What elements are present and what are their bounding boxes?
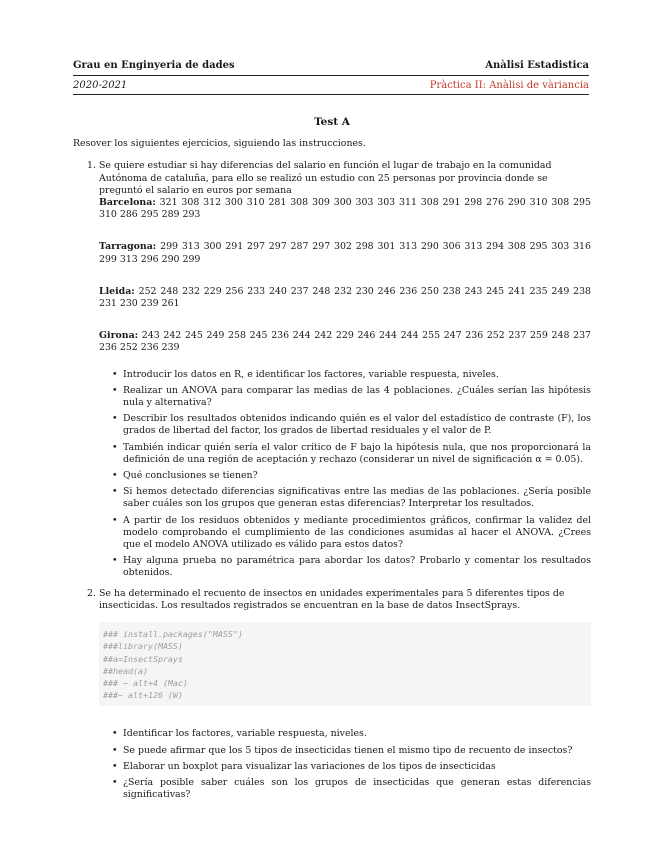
test-title: Test A	[314, 116, 350, 128]
task-item: • Describir los resultados obtenidos indicando quién es el valor del estadístico de contraste (F), los grados de libertad del factor, los grados de libertad residuales y el valor de P.	[123, 413, 591, 437]
code-line: ### install.packages("MASS")	[103, 629, 243, 640]
practice-title: Pràctica II: Anàlisi de vàriancia	[429, 80, 589, 91]
task-item: • Qué conclusiones se tienen?	[123, 470, 591, 482]
code-line: ##head(a)	[103, 665, 148, 676]
dataset-lleida: Lleida: 252 248 232 229 256 233 240 237 248 232 230 246 236 250 238 243 245 241 235 249 238 231 230 239 261	[99, 285, 592, 310]
task-item: • Identificar los factores, variable respuesta, niveles.	[123, 728, 591, 740]
exercise-1	[73, 160, 591, 579]
task-item: • Elaborar un boxplot para visualizar las variaciones de los tipos de insecticidas	[123, 761, 591, 773]
dataset-tarragona: Tarragona: 299 313 300 291 297 297 287 297 302 298 301 313 290 306 313 294 308 295 303 316 299 313 296 290 299	[99, 241, 591, 265]
academic-year: 2020-2021	[73, 80, 128, 91]
exercise-2	[73, 588, 591, 802]
task-item: • Introducir los datos en R, e identificar los factores, variable respuesta, niveles.	[123, 369, 591, 381]
exercise-number: 1.	[87, 160, 96, 172]
task-item: • Realizar un ANOVA para comparar las medias de las 4 poblaciones. ¿Cuáles serían las hipótesis nula y alternativa?	[123, 385, 591, 409]
task-item: • ¿Sería posible saber cuáles son los grupos de insecticidas que generan estas diferencias significativas?	[123, 777, 591, 801]
task-item: • También indicar quién sería el valor crítico de F bajo la hipótesis nula, que nos proporcionará la definición de una región de aceptación y rechazo (considerar un nivel de significación α = 0.05).	[123, 442, 591, 466]
exercise-2-tasks	[99, 728, 591, 801]
code-block	[99, 622, 591, 706]
subject-name: Anàlisi Estadistica	[485, 60, 589, 71]
task-item: • Se puede afirmar que los 5 tipos de insecticidas tienen el mismo tipo de recuento de insectos?	[123, 745, 591, 757]
task-item: • A partir de los residuos obtenidos y mediante procedimientos gráficos, confirmar la validez del modelo comprobando el cumplimiento de las condiciones asumidas al hacer el ANOVA. ¿Crees que el modelo ANOVA utilizado es válido para estos datos?	[123, 515, 591, 552]
code-line: ###library(MASS)	[103, 641, 183, 652]
document-body	[73, 116, 591, 805]
exercise-statement: Se quiere estudiar si hay diferencias del salario en función el lugar de trabajo en la comunidad Autónoma de cataluña, para ello se realizó un estudio con 25 personas por provincia donde se preguntó el salario en euros por semana	[99, 160, 552, 196]
course-name: Grau en Enginyeria de dades	[73, 60, 235, 71]
code-line: ### ~ alt+4 (Mac)	[103, 677, 188, 688]
header-rule-bottom	[73, 94, 589, 95]
exercise-1-tasks	[99, 369, 591, 580]
code-line: ##a=InsectSprays	[103, 653, 183, 664]
task-item: • Si hemos detectado diferencias significativas entre las medias de las poblaciones. ¿Sería posible saber cuáles son los grupos que generan estas diferencias? Interpretar los resultados.	[123, 486, 591, 510]
exercise-statement: Se ha determinado el recuento de insectos en unidades experimentales para 5 diferentes tipos de insecticidas. Los resultados registrados se encuentran en la base de datos InsectSprays.	[99, 587, 565, 611]
dataset-girona: Girona: 243 242 245 249 258 245 236 244 242 229 246 244 244 255 247 236 252 237 259 248 237 236 252 236 239	[99, 330, 591, 354]
dataset-barcelona: Barcelona: 321 308 312 300 310 281 308 309 300 303 303 311 308 291 298 276 290 310 308 295 310 286 295 289 293	[99, 197, 591, 221]
task-item: • Hay alguna prueba no paramétrica para abordar los datos? Probarlo y comentar los resultados obtenidos.	[123, 555, 591, 579]
header-rule	[73, 75, 589, 76]
exercise-number: 2.	[87, 587, 96, 599]
code-line: ###~ alt+126 (W)	[103, 690, 183, 701]
intro-text: Resover los siguientes ejercicios, siguiendo las instrucciones.	[73, 138, 366, 150]
